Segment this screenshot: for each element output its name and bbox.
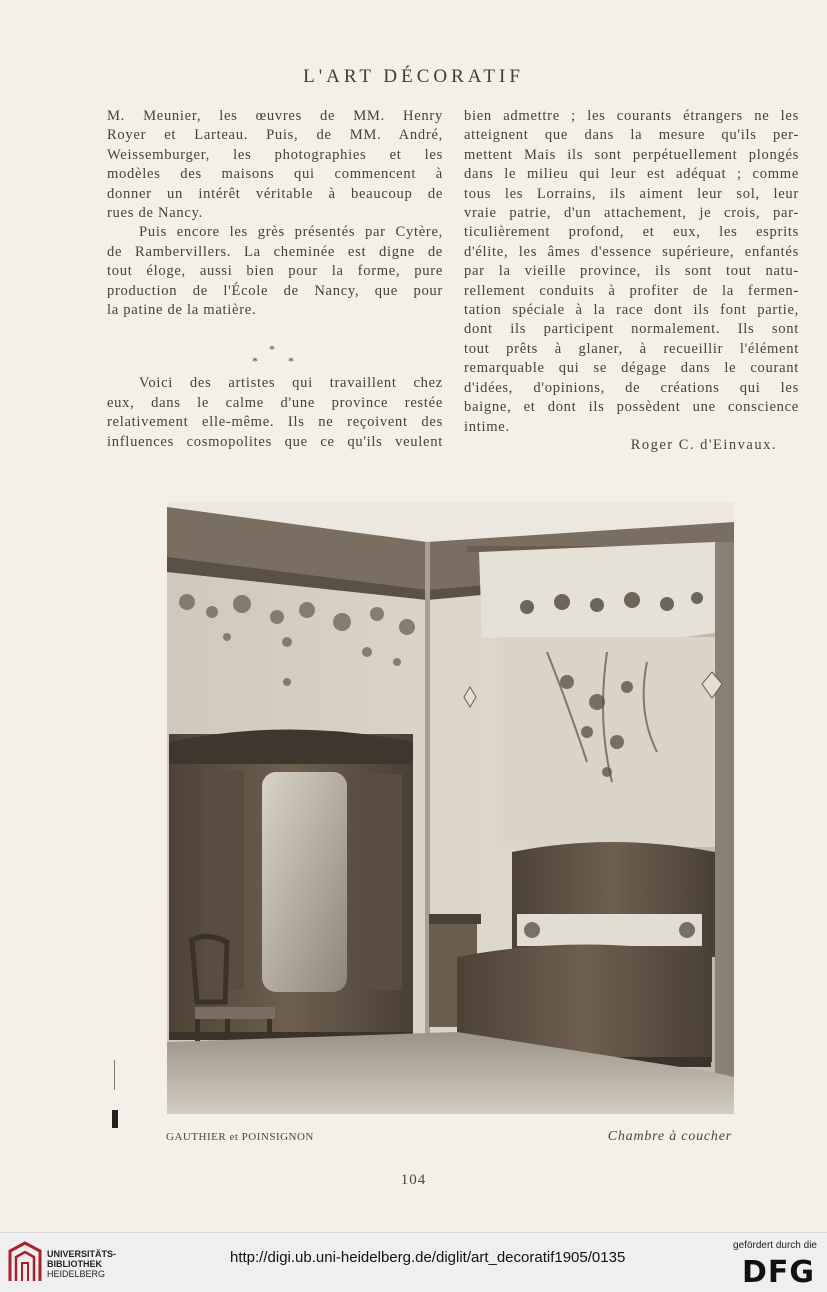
- author-signature: Roger C. d'Einvaux.: [630, 437, 777, 453]
- asterism-star: *: [269, 342, 276, 357]
- page-number: 104: [400, 1172, 427, 1188]
- left-text-column: [107, 107, 443, 452]
- paragraph-4: [464, 107, 799, 437]
- text-line: ticulièrement profond, et eux, les esprits: [464, 224, 799, 241]
- text-line: dont ils participent normalement. Ils sont: [464, 321, 799, 338]
- text-line: d'idées, d'opinions, de créations qui les: [464, 379, 799, 396]
- text-line: relativement elle-même. Ils ne reçoivent des: [107, 414, 443, 431]
- text-line: Weissemburger, les photographies et les: [107, 146, 443, 163]
- text-line: tation spéciale à la race dont ils font partie,: [464, 302, 799, 319]
- text-line: d'élite, les âmes d'essence supérieure, enfantés: [464, 243, 799, 260]
- library-name-line: UNIVERSITÄTS-: [47, 1249, 117, 1259]
- university-library-logo-icon: [8, 1241, 42, 1283]
- text-line: intime.: [464, 418, 510, 435]
- text-line: dans le milieu qui leur est adéquat ; comme: [464, 166, 799, 183]
- library-name-line: BIBLIOTHEK: [47, 1259, 102, 1269]
- photo-caption: Chambre à coucher: [607, 1129, 732, 1144]
- text-line: influences cosmopolites que ce qu'ils veulent: [107, 433, 443, 450]
- paragraph-2: [107, 223, 443, 320]
- margin-marks: [112, 1060, 118, 1130]
- text-line: rellement conduits à profiter de la fermen-: [464, 282, 799, 299]
- text-line: mettent Mais ils sont perpétuellement plongés: [464, 146, 799, 163]
- text-line: M. Meunier, les œuvres de MM. Henry: [107, 108, 443, 124]
- asterism: [107, 320, 443, 369]
- text-line: donner un intérêt véritable à beaucoup de: [107, 185, 443, 202]
- permalink-url[interactable]: http://digi.ub.uni-heidelberg.de/diglit/art_decoratif1905/0135: [230, 1249, 626, 1266]
- dfg-logo: DFG: [741, 1255, 815, 1290]
- text-line: Puis encore les grès présentés par Cytère,: [139, 224, 443, 241]
- text-line: tout prêts à glaner, à recueillir l'élément: [464, 340, 799, 357]
- text-line: vraie patrie, d'un attachement, je crois, par-: [464, 205, 799, 222]
- asterism-star: *: [252, 354, 259, 369]
- text-line: Royer et Larteau. Puis, de MM. André,: [107, 127, 443, 144]
- text-line: par la vieille province, ils sont tout natu-: [464, 263, 799, 280]
- text-line: bien admettre ; les courants étrangers ne les: [464, 108, 799, 124]
- paragraph-3: [107, 374, 443, 452]
- library-name-line: HEIDELBERG: [47, 1269, 106, 1279]
- text-line: la patine de la matière.: [107, 302, 257, 319]
- photo-credit: GAUTHIER et POINSIGNON: [166, 1131, 314, 1143]
- text-line: tous les Lorrains, ils aiment leur sol, leur: [464, 185, 799, 202]
- library-name: [47, 1249, 116, 1279]
- bedroom-illustration: [167, 502, 734, 1114]
- funding-note: gefördert durch die: [733, 1240, 817, 1251]
- text-line: baigne, et dont ils possèdent une conscience: [464, 399, 799, 416]
- bedroom-photograph: [167, 502, 734, 1114]
- running-head: L'ART DÉCORATIF: [303, 66, 524, 87]
- text-line: tout éloge, aussi bien pour la forme, pure: [107, 263, 443, 280]
- text-line: production de l'École de Nancy, que pour: [107, 282, 443, 299]
- text-line: atteignent que dans la mesure qu'ils per-: [464, 127, 799, 144]
- text-line: modèles des maisons qui commencent à: [107, 166, 443, 183]
- paragraph-1: [107, 107, 443, 223]
- asterism-star: *: [288, 354, 295, 369]
- text-line: de Rambervillers. La cheminée est digne de: [107, 243, 443, 260]
- text-line: remarquable qui se dégage dans le courant: [464, 360, 799, 377]
- text-line: rues de Nancy.: [107, 205, 203, 222]
- text-line: eux, dans le calme d'une province restée: [107, 394, 443, 411]
- text-line: Voici des artistes qui travaillent chez: [139, 375, 443, 392]
- right-text-column: [464, 107, 799, 437]
- footer-bar: [0, 1232, 827, 1292]
